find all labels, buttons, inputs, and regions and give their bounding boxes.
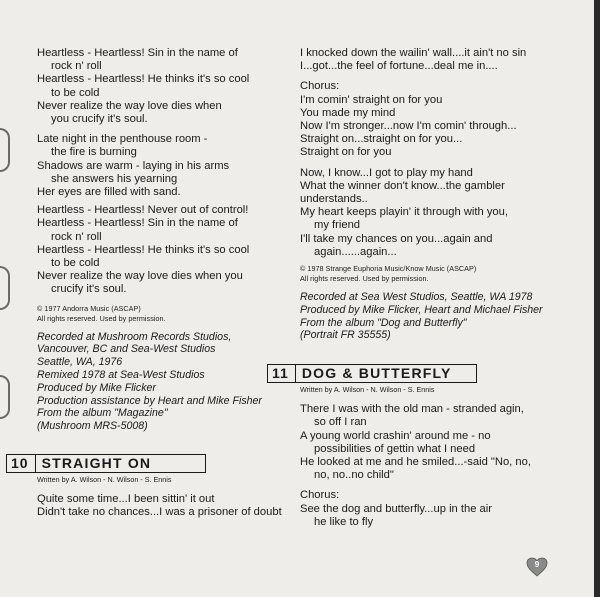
track-title: STRAIGHT ON xyxy=(41,455,152,472)
lyric-line: rock n' roll xyxy=(51,230,102,243)
track-number: 10 xyxy=(7,455,36,472)
lyric-line: he like to fly xyxy=(314,515,374,528)
songwriter-credit: Written by A. Wilson - N. Wilson - S. Ennis xyxy=(300,385,435,395)
lyric-line: rock n' roll xyxy=(51,60,102,73)
lyric-line: Didn't take no chances...I was a prisoner of doubt xyxy=(37,506,282,519)
recording-credits xyxy=(300,291,592,342)
binding-ring xyxy=(0,375,10,419)
lyric-line: What the winner don't know...the gambler xyxy=(300,179,505,192)
page-number: 9 xyxy=(534,560,540,569)
lyric-line: the fire is burning xyxy=(51,146,137,159)
lyric-line: Now I'm stronger...now I'm comin' through... xyxy=(300,120,517,133)
lyric-line: again......again... xyxy=(314,245,397,258)
track-heading xyxy=(267,364,477,383)
page-edge xyxy=(594,0,600,597)
credit-line: Produced by Mike Flicker xyxy=(37,381,156,394)
lyric-line: Her eyes are filled with sand. xyxy=(37,186,181,199)
credit-line: Remixed 1978 at Sea-West Studios xyxy=(37,369,205,382)
track-title: DOG & BUTTERFLY xyxy=(301,365,452,382)
copyright-line: All rights reserved. Used by permission. xyxy=(37,313,166,323)
copyright-line: © 1977 Andorra Music (ASCAP) xyxy=(37,303,141,313)
lyric-line: There I was with the old man - stranded agin, xyxy=(300,403,524,416)
credit-line: From the album "Magazine" xyxy=(37,407,168,420)
lyric-line: no, no..no child" xyxy=(314,469,394,482)
lyric-line: Straight on...straight on for you... xyxy=(300,133,463,146)
lyrics-block xyxy=(300,80,592,159)
lyric-line: I...got...the feel of fortune...deal me in.... xyxy=(300,60,498,73)
credit-line: Vancouver, BC and Sea-West Studios xyxy=(37,343,216,356)
lyrics-block xyxy=(300,47,592,73)
lyric-line: Never realize the way love dies when you xyxy=(37,270,243,283)
copyright-notice xyxy=(300,264,592,284)
lyric-line: Heartless - Heartless! Never out of control! xyxy=(37,204,249,217)
lyric-line: You made my mind xyxy=(300,106,396,119)
lyric-line: He looked at me and he smiled...-said "No, no, xyxy=(300,456,531,469)
recording-credits xyxy=(37,331,282,433)
credit-line: Seattle, WA, 1976 xyxy=(37,356,123,369)
track-heading xyxy=(6,454,206,473)
copyright-line: All rights reserved. Used by permission. xyxy=(300,274,429,284)
lyric-line: Chorus: xyxy=(300,489,340,502)
lyric-line: Heartless - Heartless! Sin in the name of xyxy=(37,217,238,230)
lyric-line: I'll take my chances on you...again and xyxy=(300,232,493,245)
binding-ring xyxy=(0,128,10,172)
copyright-line: © 1978 Strange Euphoria Music/Know Music (ASCAP) xyxy=(300,264,477,274)
lyrics-block xyxy=(300,167,592,259)
credit-line: Recorded at Mushroom Records Studios, xyxy=(37,330,232,343)
lyrics-block xyxy=(37,47,282,126)
lyric-line: Late night in the penthouse room - xyxy=(37,133,208,146)
lyrics-block xyxy=(300,489,592,529)
credit-line: Production assistance by Heart and Mike Fisher xyxy=(37,394,262,407)
lyric-line: Straight on for you xyxy=(300,146,392,159)
lyrics-block xyxy=(37,133,282,199)
lyric-line: I'm comin' straight on for you xyxy=(300,93,443,106)
credit-line: Produced by Mike Flicker, Heart and Michael Fisher xyxy=(300,303,543,316)
lyric-line: Heartless - Heartless! Sin in the name of xyxy=(37,47,238,59)
lyric-line: crucify it's soul. xyxy=(51,283,127,296)
lyric-line: you crucify it's soul. xyxy=(51,113,148,126)
lyric-line: to be cold xyxy=(51,257,100,270)
lyric-line: Shadows are warm - laying in his arms xyxy=(37,159,230,172)
songwriter-credit: Written by A. Wilson - N. Wilson - S. Ennis xyxy=(37,475,172,485)
lyric-line: she answers his yearning xyxy=(51,172,178,185)
lyric-line: to be cold xyxy=(51,86,100,99)
credit-line: (Mushroom MRS-5008) xyxy=(37,420,148,433)
credit-line: (Portrait FR 35555) xyxy=(300,329,391,342)
lyrics-block xyxy=(300,403,592,482)
lyric-line: See the dog and butterfly...up in the air xyxy=(300,502,492,515)
lyric-line: so off I ran xyxy=(314,416,367,429)
credit-line: From the album "Dog and Butterfly" xyxy=(300,316,467,329)
lyric-line: Now, I know...I got to play my hand xyxy=(300,166,473,179)
lyrics-block xyxy=(37,493,282,519)
lyric-line: Chorus: xyxy=(300,80,340,93)
lyric-line: A young world crashin' around me - no xyxy=(300,429,491,442)
credit-line: Recorded at Sea West Studios, Seattle, WA 1978 xyxy=(300,291,533,304)
binding-ring xyxy=(0,266,10,310)
track-number: 11 xyxy=(268,365,296,382)
lyric-line: I knocked down the wailin' wall....it ain't no sin xyxy=(300,47,527,59)
lyric-line: Heartless - Heartless! He thinks it's so cool xyxy=(37,243,250,256)
right-column xyxy=(272,47,592,529)
left-column xyxy=(11,47,282,519)
copyright-notice xyxy=(37,304,282,324)
lyric-line: Quite some time...I been sittin' it out xyxy=(37,493,215,506)
lyric-line: Heartless - Heartless! He thinks it's so cool xyxy=(37,73,250,86)
lyric-line: understands.. xyxy=(300,193,368,206)
lyric-line: my friend xyxy=(314,219,361,232)
lyric-line: possibilities of gettin what I need xyxy=(314,442,476,455)
lyric-line: Never realize the way love dies when xyxy=(37,99,222,112)
lyric-line: My heart keeps playin' it through with you, xyxy=(300,206,508,219)
lyrics-block xyxy=(37,204,282,296)
